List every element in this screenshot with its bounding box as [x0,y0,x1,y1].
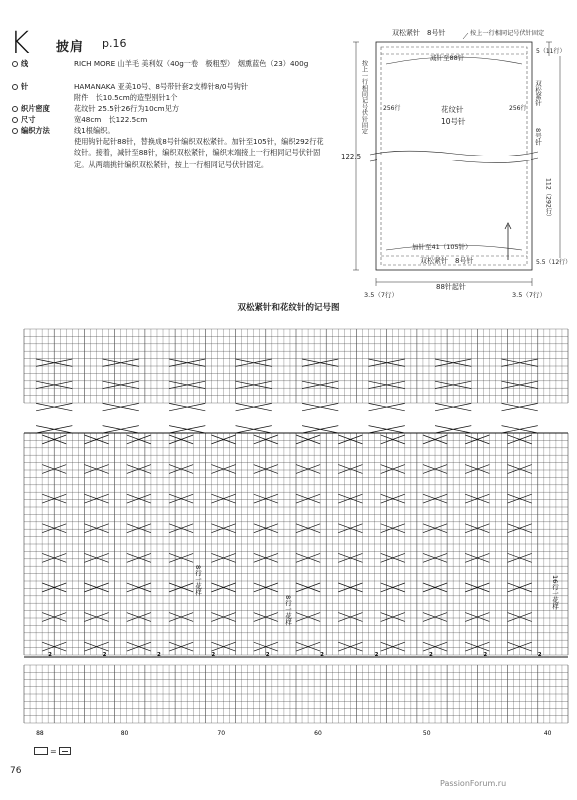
cast-on-label: 88针起针 [436,283,466,291]
right-length-dim: 112（292行） [544,178,552,221]
column-labels [36,730,552,737]
stitch-marker-2: 2 [537,652,542,658]
spec-size-label: 尺寸 [21,115,36,124]
stitch-marker-2: 2 [374,652,379,658]
spec-needles-label: 针 [21,82,29,91]
top-band-label: 双松紧针 8号针 [392,29,446,37]
stitch-marker-2: 2 [428,652,433,658]
center-pattern-label: 花纹针 [441,105,464,114]
stitch-marker-2: 2 [211,652,216,658]
watermark: PassionForum.ru [440,779,507,788]
shawl-schematic [340,20,572,305]
spec-size [12,114,332,125]
spec-size-value: 宽48cm 长122.5cm [74,115,148,124]
left-bindoff-note: 按上一行相同记号伏针固定 [360,60,368,135]
repeat-label-right: 16行一花样 [551,575,559,610]
repeat-label-left: 8行一花样 [194,565,202,596]
spec-gauge [12,103,332,114]
pattern-title: 披肩 [56,40,85,55]
spec-accessory-value: 附件 长10.5cm的造型别针1个 [74,93,178,102]
bottom-edge-dim: 5.5（12行） [536,259,572,266]
spec-gauge-value: 花纹针 25.5针26行为10cm见方 [74,104,180,113]
pattern-letter: K [10,26,30,61]
total-length-dim: 122.5 [341,153,362,161]
page-number: 76 [10,766,22,776]
stitch-marker-2: 2 [102,652,107,658]
right-band-needle: 8号针 [534,128,542,146]
spec-gauge-label: 织片密度 [21,104,50,113]
chart-legend [34,746,71,756]
stitch-marker-2: 2 [320,652,325,658]
page-reference: p.16 [102,37,127,50]
bullet-icon [12,106,18,112]
bullet-icon [12,84,18,90]
left-row-count: 256行 [383,105,401,112]
spec-yarn [12,58,332,69]
spec-method [12,125,332,136]
column-label: 60 [314,730,322,737]
column-label: 40 [543,730,552,737]
right-row-count: 256行 [509,105,527,112]
stitch-marker-2: 2 [156,652,161,658]
column-label: 80 [120,730,129,737]
repeat-label-mid: 8行一花样 [284,595,292,626]
bullet-icon [12,117,18,123]
stitch-marker-2: 2 [48,652,53,658]
column-label: 88 [36,730,44,737]
spec-needles-value: HAMANAKA 亚美10号、8号带针套2支棒针8/0号钩针 [74,82,249,91]
column-label: 70 [217,730,226,737]
top-bindoff-note: 按上一行相同记号伏针固定 [470,30,545,37]
legend-purl-cell-icon [59,747,71,755]
legend-blank-cell-icon [34,747,48,755]
column-label: 50 [422,730,431,737]
legend-equals: = [50,746,57,756]
decrease-note: 减针至88针 [430,54,465,62]
increase-note: 加针至41（105针） [412,243,472,251]
right-band-name: 双松紧针 [534,80,542,106]
stitch-marker-2: 2 [265,652,270,658]
materials-spec [12,58,332,184]
spec-method-label: 编织方法 [21,126,50,135]
spec-needles [12,81,332,92]
spec-yarn-label: 线 [21,59,29,68]
band-left-dim: 3.5（7行） [364,291,398,299]
stitch-chart [20,325,570,737]
stitch-marker-2: 2 [483,652,488,658]
center-needle-label: 10号针 [441,117,466,126]
chart-title: 双松紧针和花纹针的记号图 [237,303,340,313]
spec-instructions [12,136,332,184]
spec-yarn-value: RICH MORE 山羊毛 美利奴（40g一卷 极粗型） 烟熏蓝色（23）400g [74,59,309,68]
spec-instructions-value: 使用钩针起针88针，替换成8号针编织双松紧针。加针至105针，编织292行花纹针。接着，减针至88针，编织双松紧针，编织末端接上一行相同记号伏针固定。从两端挑针编织双松紧针，按上一行相同记号伏针固定。 [74,137,324,169]
spec-method-value: 线1根编织。 [74,126,115,135]
bottom-band-label: 双松紧针 8号针 [420,257,474,265]
bullet-icon [12,61,18,67]
bullet-icon [12,128,18,134]
band-right-dim: 3.5（7行） [512,291,546,299]
spec-accessory [12,92,332,103]
top-edge-dim: 5（11行） [536,48,566,55]
